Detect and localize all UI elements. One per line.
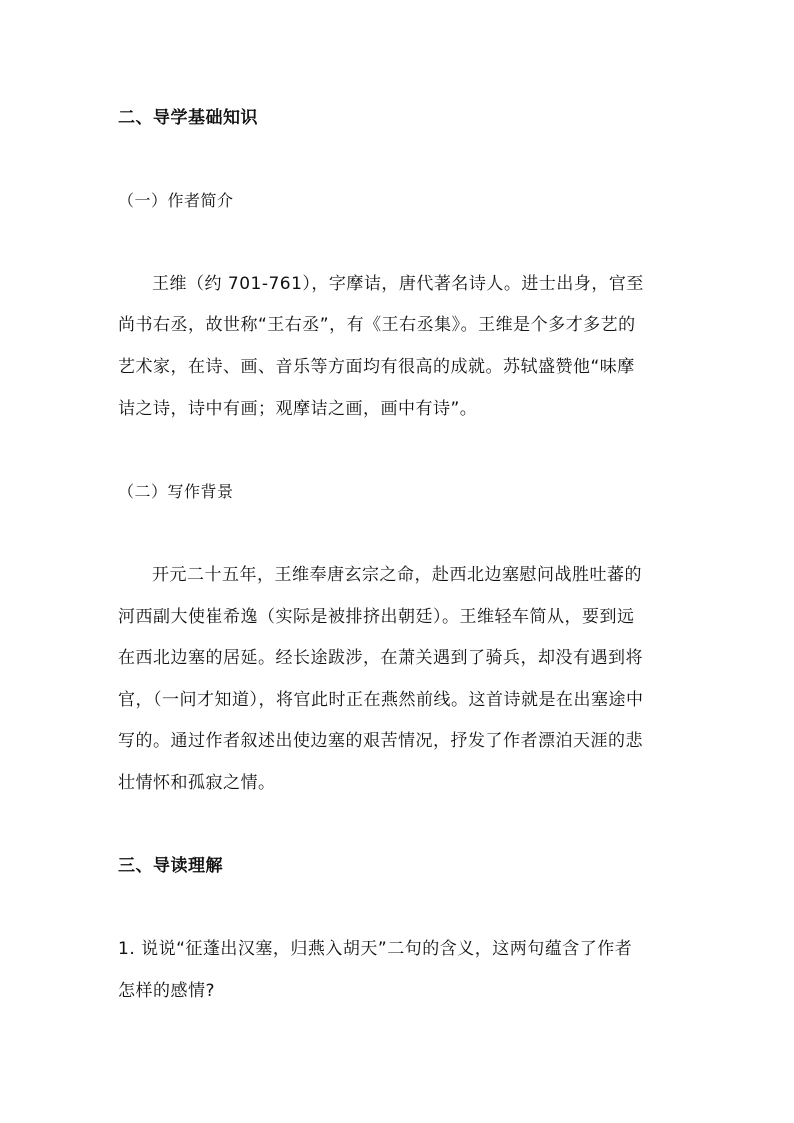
subsection-heading-author: （一）作者简介 <box>118 191 234 210</box>
paragraph-line: 壮情怀和孤寂之情。 <box>118 773 276 793</box>
paragraph-line: 河西副大使崔希逸（实际是被排挤出朝廷）。王维轻车简从，要到远 <box>118 607 635 627</box>
paragraph-line: 王维（约 701-761），字摩诘，唐代著名诗人。进士出身，官至 <box>152 274 644 294</box>
paragraph-line: 在西北边塞的居延。经长途跋涉，在萧关遇到了骑兵，却没有遇到将 <box>118 648 643 668</box>
subsection-heading-background: （二）写作背景 <box>118 482 234 501</box>
paragraph-line: 艺术家，在诗、画、音乐等方面均有很高的成就。苏轼盛赞他“味摩 <box>118 357 635 377</box>
paragraph-line: 官，（一问才知道），将官此时正在燕然前线。这首诗就是在出塞途中 <box>118 690 644 710</box>
paragraph-line: 写的。通过作者叙述出使边塞的艰苦情况，抒发了作者漂泊天涯的悲 <box>118 731 643 751</box>
question-line: 1. 说说“征蓬出汉塞，归燕入胡天”二句的含义，这两句蕴含了作者 <box>118 939 633 959</box>
paragraph-line: 诘之诗，诗中有画；观摩诘之画，画中有诗”。 <box>118 399 478 419</box>
section-heading-guide-basics: 二、导学基础知识 <box>118 108 258 128</box>
section-heading-reading: 三、导读理解 <box>118 856 223 876</box>
paragraph-line: 尚书右丞，故世称“王右丞”，有《王右丞集》。王维是个多才多艺的 <box>118 315 636 335</box>
paragraph-line: 开元二十五年，王维奉唐玄宗之命，赴西北边塞慰问战胜吐蕃的 <box>152 565 642 585</box>
question-line: 怎样的感情? <box>118 981 216 1001</box>
